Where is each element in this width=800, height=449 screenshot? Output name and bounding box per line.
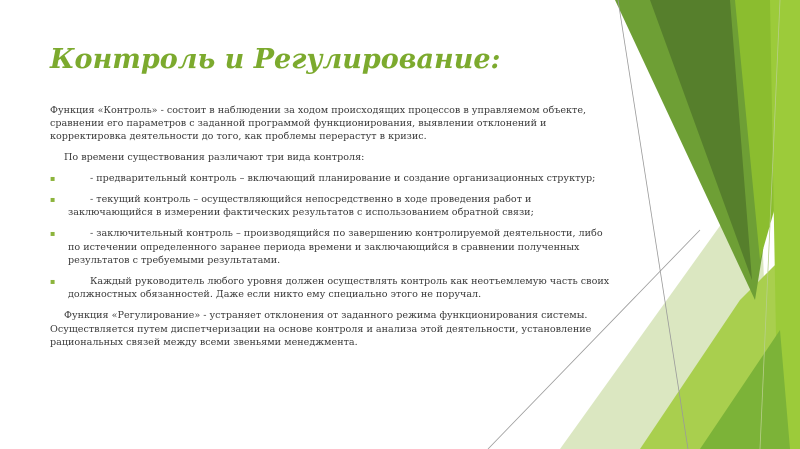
list-item-text: - заключительный контроль – производящийся по завершению контролируемой деятельности, либо по истечении определенного заранее периода времени и заключающийся в сравнении полученных результатов с требуемыми результатами.: [68, 228, 603, 266]
bullet-icon: ▪: [50, 195, 56, 205]
list-item: [50, 275, 610, 301]
bullet-icon: ▪: [50, 277, 56, 287]
list-item: [50, 227, 610, 267]
list-item-text: - предварительный контроль – включающий планирование и создание организационных структур;: [90, 172, 596, 184]
regulation-paragraph: Функция «Регулирование» - устраняет отклонения от заданного режима функционирования системы. Осуществляется путем диспетчеризации на основе контроля и анализа этой деятельности, установление рациональных связей между всеми звеньями менеджмента.: [50, 310, 592, 348]
list-item: [50, 193, 610, 219]
list-item: [50, 172, 610, 185]
types-intro: По времени существования различают три вида контроля:: [64, 151, 365, 163]
list-item-text: Каждый руководитель любого уровня должен осуществлять контроль как неотъемлемую часть своих должностных обязанностей. Даже если никто ему специально этого не поручал.: [68, 276, 610, 301]
bullet-icon: ▪: [50, 229, 56, 239]
slide-title: Контроль и Регулирование:: [50, 44, 501, 75]
intro-paragraph: Функция «Контроль» - состоит в наблюдении за ходом происходящих процессов в управляемом объекте, сравнении его параметров с заданной программой функционирования, выявлении отклонений и корректировка деятельности до того, как проблемы перерастут в кризис.: [50, 105, 587, 143]
slide-body: [50, 104, 610, 349]
list-item-text: - текущий контроль – осуществляющийся непосредственно в ходе проведения работ и заключающийся в измерении фактических результатов с использованием обратной связи;: [68, 194, 534, 219]
bullet-icon: ▪: [50, 173, 56, 183]
